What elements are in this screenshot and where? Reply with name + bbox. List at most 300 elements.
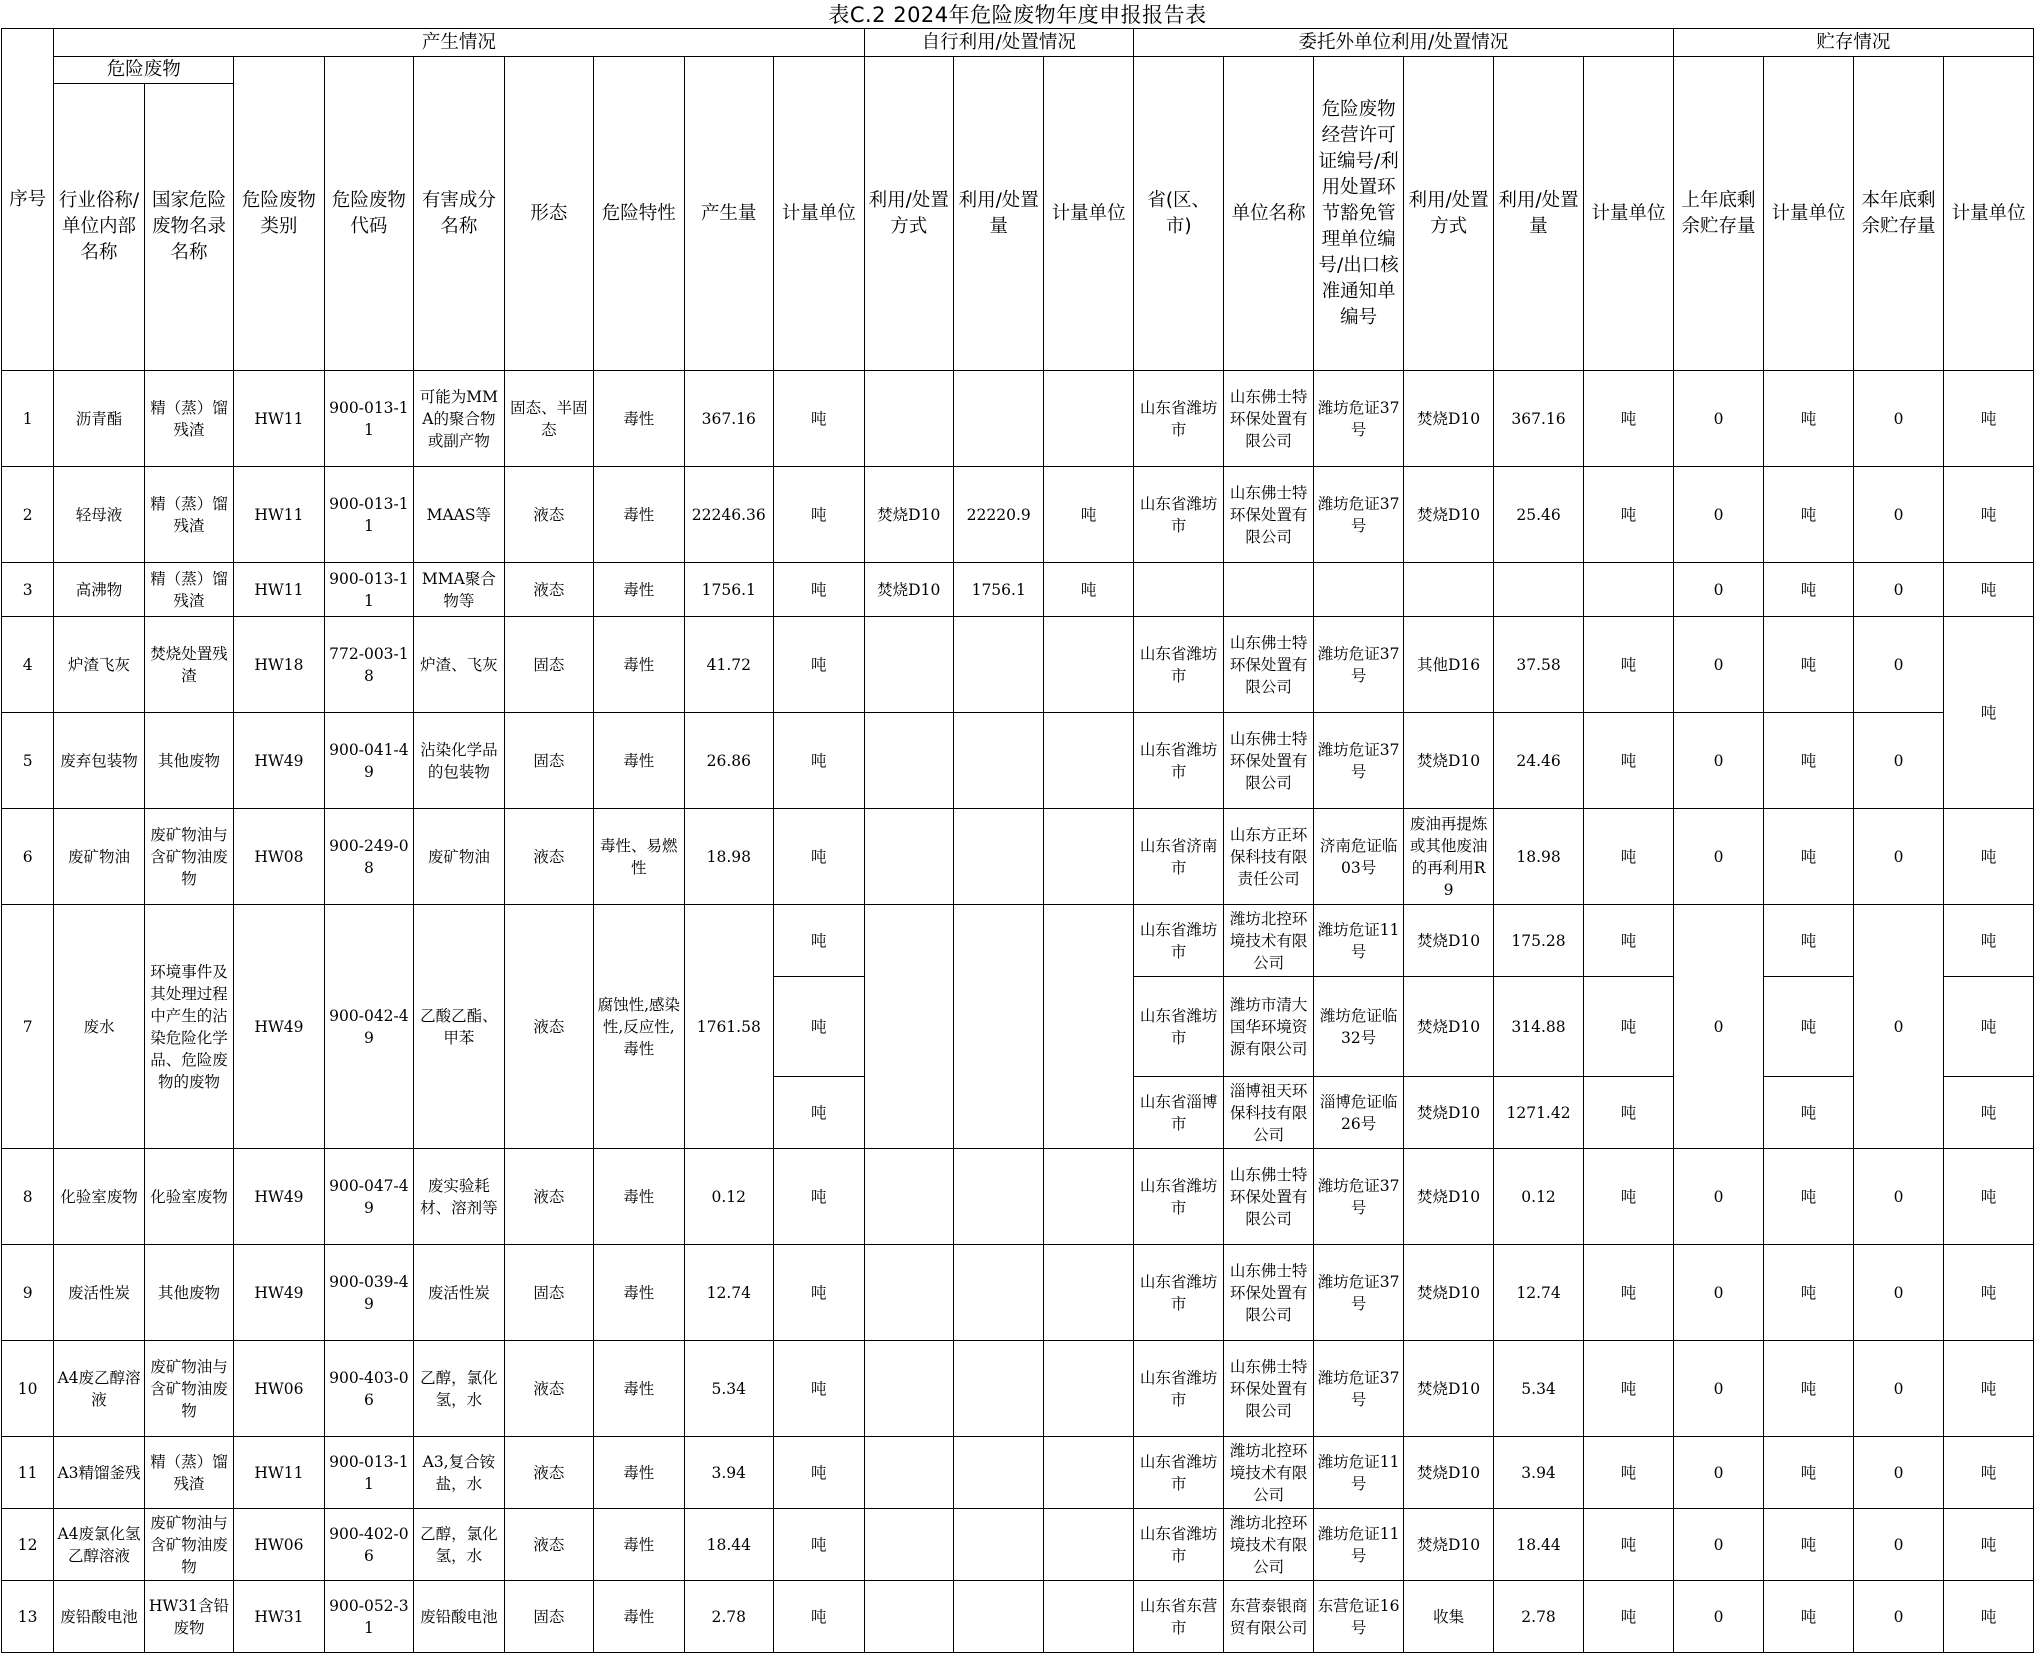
cell-province: 山东省潍坊市 xyxy=(1133,905,1223,977)
cell-ent-method: 其他D16 xyxy=(1404,617,1493,713)
cell-national-name: 废矿物油与含矿物油废物 xyxy=(144,809,233,905)
cell-self-method xyxy=(864,1245,953,1341)
cell-self-method xyxy=(864,371,953,467)
header-self-method: 利用/处置方式 xyxy=(864,57,953,371)
cell-company: 山东佛士特环保处置有限公司 xyxy=(1224,371,1313,467)
cell-seq: 9 xyxy=(2,1245,54,1341)
cell-license: 潍坊危证临32号 xyxy=(1313,977,1403,1077)
cell-self-method: 焚烧D10 xyxy=(864,467,953,563)
cell-unit-st2: 吨 xyxy=(1944,1437,2034,1509)
cell-national-name: 焚烧处置残渣 xyxy=(144,617,233,713)
cell-unit-s xyxy=(1044,617,1134,713)
cell-unit-e: 吨 xyxy=(1584,977,1674,1077)
cell-national-name: 其他废物 xyxy=(144,713,233,809)
cell-code: 900-042-49 xyxy=(324,905,413,1149)
cell-category: HW18 xyxy=(234,617,324,713)
cell-ent-method xyxy=(1404,563,1493,617)
cell-category: HW06 xyxy=(234,1509,324,1581)
cell-curr-storage: 0 xyxy=(1853,905,1943,1149)
cell-license: 潍坊危证37号 xyxy=(1313,713,1403,809)
cell-self-amount xyxy=(953,1149,1043,1245)
cell-unit-e: 吨 xyxy=(1584,467,1674,563)
cell-unit-st1: 吨 xyxy=(1764,809,1853,905)
cell-unit-st2: 吨 xyxy=(1944,1077,2034,1149)
cell-national-name: 环境事件及其处理过程中产生的沾染危险化学品、危险废物的废物 xyxy=(144,905,233,1149)
cell-curr-storage: 0 xyxy=(1853,1149,1943,1245)
cell-form: 固态 xyxy=(504,713,593,809)
cell-industry-name: 废水 xyxy=(54,905,144,1149)
cell-unit-st1: 吨 xyxy=(1764,1341,1853,1437)
table-row xyxy=(2,467,2034,563)
hazardous-waste-report-table xyxy=(1,28,2034,1653)
cell-unit-st1: 吨 xyxy=(1764,467,1853,563)
cell-ent-method: 焚烧D10 xyxy=(1404,713,1493,809)
cell-prev-storage: 0 xyxy=(1673,1341,1763,1437)
cell-form: 液态 xyxy=(504,1149,593,1245)
cell-unit-e: 吨 xyxy=(1584,1245,1674,1341)
cell-national-name: HW31含铅废物 xyxy=(144,1581,233,1653)
header-code: 危险废物代码 xyxy=(324,57,413,371)
cell-seq: 10 xyxy=(2,1341,54,1437)
cell-self-method xyxy=(864,905,953,1149)
cell-industry-name: 炉渣飞灰 xyxy=(54,617,144,713)
cell-ent-amount: 18.44 xyxy=(1493,1509,1583,1581)
header-unit-storage-2: 计量单位 xyxy=(1944,57,2034,371)
cell-self-amount: 1756.1 xyxy=(953,563,1043,617)
cell-company: 潍坊北控环境技术有限公司 xyxy=(1224,1509,1313,1581)
cell-category: HW49 xyxy=(234,1245,324,1341)
cell-amount: 3.94 xyxy=(684,1437,773,1509)
cell-ent-amount: 0.12 xyxy=(1493,1149,1583,1245)
cell-province: 山东省潍坊市 xyxy=(1133,371,1223,467)
cell-ent-method: 焚烧D10 xyxy=(1404,977,1493,1077)
cell-industry-name: 废矿物油 xyxy=(54,809,144,905)
cell-unit-p: 吨 xyxy=(774,1581,864,1653)
cell-unit-p: 吨 xyxy=(774,1437,864,1509)
cell-unit-st1: 吨 xyxy=(1764,371,1853,467)
header-province: 省(区、市) xyxy=(1133,57,1223,371)
cell-unit-s xyxy=(1044,1341,1134,1437)
header-curr-storage: 本年底剩余贮存量 xyxy=(1853,57,1943,371)
header-industry-name: 行业俗称/单位内部名称 xyxy=(54,84,144,371)
cell-form: 液态 xyxy=(504,905,593,1149)
cell-curr-storage: 0 xyxy=(1853,467,1943,563)
header-hazard: 危险特性 xyxy=(594,57,684,371)
cell-unit-st1: 吨 xyxy=(1764,977,1853,1077)
cell-seq: 3 xyxy=(2,563,54,617)
cell-prev-storage: 0 xyxy=(1673,1149,1763,1245)
cell-company: 潍坊北控环境技术有限公司 xyxy=(1224,1437,1313,1509)
cell-self-amount xyxy=(953,1581,1043,1653)
cell-license: 潍坊危证37号 xyxy=(1313,617,1403,713)
header-national-name: 国家危险废物名录名称 xyxy=(144,84,233,371)
cell-seq: 7 xyxy=(2,905,54,1149)
cell-prev-storage: 0 xyxy=(1673,1581,1763,1653)
cell-province: 山东省济南市 xyxy=(1133,809,1223,905)
cell-harmful: 废铅酸电池 xyxy=(414,1581,504,1653)
cell-industry-name: 废铅酸电池 xyxy=(54,1581,144,1653)
cell-unit-e: 吨 xyxy=(1584,1077,1674,1149)
cell-license: 潍坊危证37号 xyxy=(1313,467,1403,563)
cell-national-name: 废矿物油与含矿物油废物 xyxy=(144,1341,233,1437)
cell-unit-s: 吨 xyxy=(1044,467,1134,563)
cell-harmful: 可能为MMA的聚合物或副产物 xyxy=(414,371,504,467)
cell-category: HW11 xyxy=(234,1437,324,1509)
cell-amount: 2.78 xyxy=(684,1581,773,1653)
cell-ent-amount: 3.94 xyxy=(1493,1437,1583,1509)
cell-prev-storage: 0 xyxy=(1673,1245,1763,1341)
cell-ent-method: 焚烧D10 xyxy=(1404,371,1493,467)
header-entrusted-amount: 利用/处置量 xyxy=(1493,57,1583,371)
cell-self-amount xyxy=(953,617,1043,713)
cell-seq: 8 xyxy=(2,1149,54,1245)
cell-curr-storage: 0 xyxy=(1853,1437,1943,1509)
cell-amount: 18.98 xyxy=(684,809,773,905)
cell-ent-amount: 1271.42 xyxy=(1493,1077,1583,1149)
cell-prev-storage: 0 xyxy=(1673,1509,1763,1581)
cell-province: 山东省东营市 xyxy=(1133,1581,1223,1653)
cell-unit-s xyxy=(1044,1509,1134,1581)
cell-hazard: 毒性 xyxy=(594,371,684,467)
cell-unit-p: 吨 xyxy=(774,713,864,809)
cell-province: 山东省潍坊市 xyxy=(1133,467,1223,563)
cell-ent-amount xyxy=(1493,563,1583,617)
cell-code: 900-013-11 xyxy=(324,371,413,467)
cell-unit-s xyxy=(1044,713,1134,809)
cell-unit-st1: 吨 xyxy=(1764,1509,1853,1581)
cell-form: 固态、半固态 xyxy=(504,371,593,467)
cell-unit-st2: 吨 xyxy=(1944,809,2034,905)
cell-unit-p: 吨 xyxy=(774,617,864,713)
table-row xyxy=(2,809,2034,905)
cell-harmful: A3,复合铵盐，水 xyxy=(414,1437,504,1509)
cell-company: 山东佛士特环保处置有限公司 xyxy=(1224,467,1313,563)
cell-category: HW49 xyxy=(234,713,324,809)
cell-seq: 6 xyxy=(2,809,54,905)
cell-national-name: 其他废物 xyxy=(144,1245,233,1341)
cell-ent-method: 焚烧D10 xyxy=(1404,1509,1493,1581)
cell-seq: 2 xyxy=(2,467,54,563)
header-seq: 序号 xyxy=(2,29,54,371)
cell-province: 山东省潍坊市 xyxy=(1133,977,1223,1077)
cell-national-name: 精（蒸）馏残渣 xyxy=(144,563,233,617)
header-harmful: 有害成分名称 xyxy=(414,57,504,371)
cell-hazard: 毒性 xyxy=(594,1509,684,1581)
cell-license: 潍坊危证11号 xyxy=(1313,905,1403,977)
cell-hazard: 毒性 xyxy=(594,617,684,713)
cell-curr-storage: 0 xyxy=(1853,1509,1943,1581)
table-row xyxy=(2,563,2034,617)
cell-amount: 0.12 xyxy=(684,1149,773,1245)
header-unit-self: 计量单位 xyxy=(1044,57,1134,371)
cell-self-method xyxy=(864,713,953,809)
cell-category: HW11 xyxy=(234,467,324,563)
cell-unit-p: 吨 xyxy=(774,563,864,617)
cell-unit-st2: 吨 xyxy=(1944,977,2034,1077)
cell-form: 固态 xyxy=(504,1245,593,1341)
cell-curr-storage: 0 xyxy=(1853,371,1943,467)
cell-harmful: 炉渣、飞灰 xyxy=(414,617,504,713)
cell-national-name: 精（蒸）馏残渣 xyxy=(144,371,233,467)
cell-harmful: 乙醇，氯化氢，水 xyxy=(414,1341,504,1437)
cell-amount: 1761.58 xyxy=(684,905,773,1149)
cell-province: 山东省潍坊市 xyxy=(1133,1341,1223,1437)
cell-unit-st2: 吨 xyxy=(1944,371,2034,467)
cell-unit-e xyxy=(1584,563,1674,617)
cell-code: 900-013-11 xyxy=(324,563,413,617)
cell-unit-e: 吨 xyxy=(1584,905,1674,977)
cell-ent-amount: 367.16 xyxy=(1493,371,1583,467)
cell-code: 900-013-11 xyxy=(324,467,413,563)
cell-prev-storage: 0 xyxy=(1673,1437,1763,1509)
cell-category: HW31 xyxy=(234,1581,324,1653)
cell-unit-st2: 吨 xyxy=(1944,1245,2034,1341)
cell-industry-name: 化验室废物 xyxy=(54,1149,144,1245)
cell-national-name: 化验室废物 xyxy=(144,1149,233,1245)
cell-unit-st2: 吨 xyxy=(1944,1341,2034,1437)
cell-industry-name: 废弃包装物 xyxy=(54,713,144,809)
cell-industry-name: 废活性炭 xyxy=(54,1245,144,1341)
cell-unit-p: 吨 xyxy=(774,1245,864,1341)
header-form: 形态 xyxy=(504,57,593,371)
cell-self-amount xyxy=(953,1341,1043,1437)
cell-seq: 11 xyxy=(2,1437,54,1509)
header-amount: 产生量 xyxy=(684,57,773,371)
cell-province: 山东省潍坊市 xyxy=(1133,713,1223,809)
cell-code: 900-249-08 xyxy=(324,809,413,905)
cell-ent-amount: 314.88 xyxy=(1493,977,1583,1077)
cell-unit-p: 吨 xyxy=(774,371,864,467)
cell-unit-e: 吨 xyxy=(1584,809,1674,905)
cell-ent-method: 收集 xyxy=(1404,1581,1493,1653)
cell-company: 山东佛士特环保处置有限公司 xyxy=(1224,1245,1313,1341)
cell-self-amount xyxy=(953,1245,1043,1341)
header-prev-storage: 上年底剩余贮存量 xyxy=(1673,57,1763,371)
cell-unit-p: 吨 xyxy=(774,905,864,977)
cell-amount: 41.72 xyxy=(684,617,773,713)
header-unit-storage-1: 计量单位 xyxy=(1764,57,1853,371)
header-production: 产生情况 xyxy=(54,29,864,57)
cell-form: 液态 xyxy=(504,563,593,617)
cell-ent-method: 废油再提炼或其他废油的再利用R9 xyxy=(1404,809,1493,905)
cell-ent-method: 焚烧D10 xyxy=(1404,1149,1493,1245)
cell-code: 900-047-49 xyxy=(324,1149,413,1245)
cell-unit-e: 吨 xyxy=(1584,1509,1674,1581)
cell-company: 山东佛士特环保处置有限公司 xyxy=(1224,1149,1313,1245)
cell-curr-storage: 0 xyxy=(1853,1245,1943,1341)
cell-hazard: 毒性 xyxy=(594,1245,684,1341)
cell-curr-storage: 0 xyxy=(1853,809,1943,905)
header-entrusted-method: 利用/处置方式 xyxy=(1404,57,1493,371)
cell-unit-st2: 吨 xyxy=(1944,1581,2034,1653)
cell-harmful: MAAS等 xyxy=(414,467,504,563)
cell-harmful: 乙酸乙酯、甲苯 xyxy=(414,905,504,1149)
cell-form: 液态 xyxy=(504,1509,593,1581)
cell-harmful: 废活性炭 xyxy=(414,1245,504,1341)
cell-license: 东营危证16号 xyxy=(1313,1581,1403,1653)
cell-hazard: 毒性 xyxy=(594,1149,684,1245)
cell-hazard: 毒性 xyxy=(594,1437,684,1509)
cell-prev-storage: 0 xyxy=(1673,617,1763,713)
cell-unit-st1: 吨 xyxy=(1764,1437,1853,1509)
cell-unit-s xyxy=(1044,1581,1134,1653)
cell-unit-p: 吨 xyxy=(774,467,864,563)
cell-unit-e: 吨 xyxy=(1584,617,1674,713)
table-row xyxy=(2,713,2034,809)
cell-unit-s xyxy=(1044,371,1134,467)
cell-ent-amount: 2.78 xyxy=(1493,1581,1583,1653)
cell-unit-st1: 吨 xyxy=(1764,905,1853,977)
header-category: 危险废物类别 xyxy=(234,57,324,371)
header-hazardous-waste: 危险废物 xyxy=(54,57,234,84)
cell-unit-st2: 吨 xyxy=(1944,905,2034,977)
cell-code: 900-039-49 xyxy=(324,1245,413,1341)
table-row xyxy=(2,1149,2034,1245)
cell-ent-method: 焚烧D10 xyxy=(1404,467,1493,563)
cell-national-name: 精（蒸）馏残渣 xyxy=(144,1437,233,1509)
header-self-disposal: 自行利用/处置情况 xyxy=(864,29,1133,57)
cell-amount: 18.44 xyxy=(684,1509,773,1581)
cell-ent-amount: 12.74 xyxy=(1493,1245,1583,1341)
cell-unit-e: 吨 xyxy=(1584,1437,1674,1509)
cell-prev-storage: 0 xyxy=(1673,713,1763,809)
cell-code: 900-041-49 xyxy=(324,713,413,809)
cell-unit-p: 吨 xyxy=(774,977,864,1077)
cell-unit-s xyxy=(1044,1245,1134,1341)
cell-curr-storage: 0 xyxy=(1853,1341,1943,1437)
header-unit-entrusted: 计量单位 xyxy=(1584,57,1674,371)
cell-province: 山东省淄博市 xyxy=(1133,1077,1223,1149)
cell-prev-storage: 0 xyxy=(1673,905,1763,1149)
cell-unit-p: 吨 xyxy=(774,1341,864,1437)
cell-self-amount xyxy=(953,713,1043,809)
cell-ent-amount: 37.58 xyxy=(1493,617,1583,713)
table-row xyxy=(2,1245,2034,1341)
cell-category: HW49 xyxy=(234,1149,324,1245)
cell-unit-p: 吨 xyxy=(774,1077,864,1149)
cell-province: 山东省潍坊市 xyxy=(1133,617,1223,713)
cell-code: 900-052-31 xyxy=(324,1581,413,1653)
cell-seq: 5 xyxy=(2,713,54,809)
cell-prev-storage: 0 xyxy=(1673,467,1763,563)
cell-unit-st1: 吨 xyxy=(1764,1581,1853,1653)
header-unit-production: 计量单位 xyxy=(774,57,864,371)
cell-self-amount: 22220.9 xyxy=(953,467,1043,563)
cell-company: 山东佛士特环保处置有限公司 xyxy=(1224,713,1313,809)
cell-unit-p: 吨 xyxy=(774,809,864,905)
cell-unit-e: 吨 xyxy=(1584,1149,1674,1245)
cell-code: 900-402-06 xyxy=(324,1509,413,1581)
cell-unit-s xyxy=(1044,809,1134,905)
cell-form: 液态 xyxy=(504,1437,593,1509)
table-row xyxy=(2,1509,2034,1581)
cell-unit-st1: 吨 xyxy=(1764,563,1853,617)
cell-form: 液态 xyxy=(504,809,593,905)
cell-company: 山东方正环保科技有限责任公司 xyxy=(1224,809,1313,905)
cell-prev-storage: 0 xyxy=(1673,563,1763,617)
page-title: 表C.2 2024年危险废物年度申报报告表 xyxy=(828,3,1207,27)
cell-ent-amount: 25.46 xyxy=(1493,467,1583,563)
table-row xyxy=(2,617,2034,713)
cell-form: 液态 xyxy=(504,467,593,563)
cell-unit-e: 吨 xyxy=(1584,371,1674,467)
cell-self-method xyxy=(864,1437,953,1509)
cell-seq: 4 xyxy=(2,617,54,713)
cell-self-method: 焚烧D10 xyxy=(864,563,953,617)
cell-code: 772-003-18 xyxy=(324,617,413,713)
cell-license: 潍坊危证11号 xyxy=(1313,1509,1403,1581)
cell-amount: 22246.36 xyxy=(684,467,773,563)
cell-unit-p: 吨 xyxy=(774,1509,864,1581)
cell-category: HW49 xyxy=(234,905,324,1149)
cell-harmful: 沾染化学品的包装物 xyxy=(414,713,504,809)
cell-unit-st1: 吨 xyxy=(1764,1077,1853,1149)
cell-harmful: 废矿物油 xyxy=(414,809,504,905)
header-storage: 贮存情况 xyxy=(1673,29,2033,57)
cell-category: HW11 xyxy=(234,371,324,467)
cell-harmful: 废实验耗材、溶剂等 xyxy=(414,1149,504,1245)
cell-company: 潍坊北控环境技术有限公司 xyxy=(1224,905,1313,977)
cell-industry-name: 轻母液 xyxy=(54,467,144,563)
cell-amount: 5.34 xyxy=(684,1341,773,1437)
cell-license: 潍坊危证37号 xyxy=(1313,371,1403,467)
table-row xyxy=(2,1581,2034,1653)
cell-self-method xyxy=(864,1149,953,1245)
cell-province xyxy=(1133,563,1223,617)
cell-industry-name: 沥青酯 xyxy=(54,371,144,467)
cell-ent-amount: 5.34 xyxy=(1493,1341,1583,1437)
cell-company: 潍坊市清大国华环境资源有限公司 xyxy=(1224,977,1313,1077)
cell-curr-storage: 0 xyxy=(1853,713,1943,809)
cell-self-method xyxy=(864,617,953,713)
cell-form: 固态 xyxy=(504,1581,593,1653)
cell-code: 900-403-06 xyxy=(324,1341,413,1437)
cell-amount: 367.16 xyxy=(684,371,773,467)
cell-ent-method: 焚烧D10 xyxy=(1404,1077,1493,1149)
cell-curr-storage: 0 xyxy=(1853,617,1943,713)
cell-hazard: 毒性 xyxy=(594,563,684,617)
cell-license: 济南危证临03号 xyxy=(1313,809,1403,905)
cell-unit-st2: 吨 xyxy=(1944,563,2034,617)
cell-province: 山东省潍坊市 xyxy=(1133,1149,1223,1245)
cell-license: 潍坊危证37号 xyxy=(1313,1149,1403,1245)
cell-company: 山东佛士特环保处置有限公司 xyxy=(1224,617,1313,713)
table-row xyxy=(2,1341,2034,1437)
cell-province: 山东省潍坊市 xyxy=(1133,1437,1223,1509)
cell-ent-amount: 24.46 xyxy=(1493,713,1583,809)
cell-ent-amount: 18.98 xyxy=(1493,809,1583,905)
cell-hazard: 毒性 xyxy=(594,1581,684,1653)
cell-unit-st1: 吨 xyxy=(1764,1149,1853,1245)
cell-company xyxy=(1224,563,1313,617)
cell-self-amount xyxy=(953,1437,1043,1509)
cell-harmful: MMA聚合物等 xyxy=(414,563,504,617)
cell-prev-storage: 0 xyxy=(1673,809,1763,905)
cell-prev-storage: 0 xyxy=(1673,371,1763,467)
cell-code: 900-013-11 xyxy=(324,1437,413,1509)
header-self-amount: 利用/处置量 xyxy=(953,57,1043,371)
cell-category: HW06 xyxy=(234,1341,324,1437)
cell-unit-st2: 吨 xyxy=(1944,1149,2034,1245)
cell-hazard: 毒性、易燃性 xyxy=(594,809,684,905)
cell-unit-s: 吨 xyxy=(1044,563,1134,617)
cell-self-amount xyxy=(953,371,1043,467)
cell-category: HW11 xyxy=(234,563,324,617)
cell-amount: 1756.1 xyxy=(684,563,773,617)
cell-curr-storage: 0 xyxy=(1853,563,1943,617)
cell-license: 潍坊危证37号 xyxy=(1313,1245,1403,1341)
cell-unit-e: 吨 xyxy=(1584,1341,1674,1437)
